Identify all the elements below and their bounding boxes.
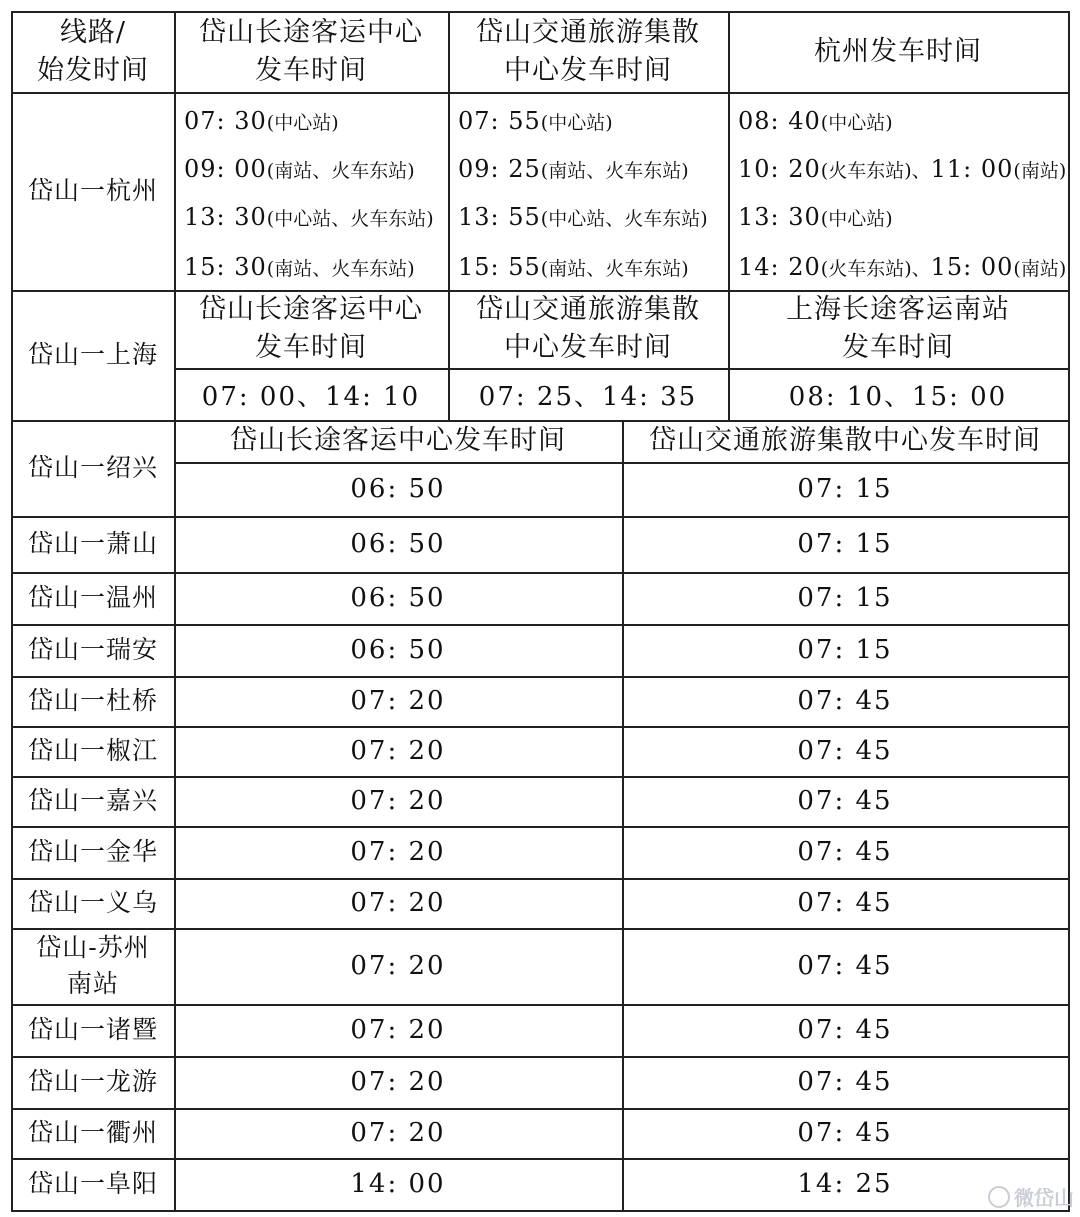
departure-time: 08: 40 [738, 107, 821, 135]
time-tourist: 07: 15 [797, 635, 893, 665]
route-name: 岱山一椒江 [27, 736, 158, 765]
time-center: 06: 50 [350, 474, 446, 504]
grid-line [12, 726, 1070, 728]
route-name: 岱山一绍兴 [27, 453, 158, 482]
other-header-center: 岱山长途客运中心发车时间 [230, 425, 566, 456]
route-name: 岱山一阜阳 [27, 1169, 158, 1198]
route-name: 岱山一义乌 [27, 888, 158, 917]
time-center: 06: 50 [350, 583, 446, 613]
header-daishan-tourist: 岱山交通旅游集散 中心发车时间 [476, 17, 700, 86]
route-name: 岱山一萧山 [27, 529, 158, 558]
grid-line [12, 92, 1070, 94]
time-center: 07: 20 [350, 1067, 446, 1097]
time-tourist: 07: 45 [797, 951, 893, 981]
departure-stations: (南站) [1013, 160, 1067, 182]
time-tourist: 07: 45 [797, 686, 893, 716]
time-tourist: 07: 15 [797, 529, 893, 559]
time-center: 06: 50 [350, 635, 446, 665]
hangzhou-time-line [184, 155, 415, 183]
hangzhou-time-line [738, 155, 1066, 183]
hangzhou-time-line [184, 203, 434, 231]
time-center: 07: 20 [350, 837, 446, 867]
hangzhou-time-line [738, 253, 1066, 281]
grid-line [11, 11, 13, 1212]
departure-time: 14: 20 [738, 253, 821, 281]
route-name: 岱山一温州 [27, 583, 158, 612]
departure-stations: (南站) [1013, 258, 1067, 280]
time-tourist: 07: 15 [797, 583, 893, 613]
grid-line [12, 1004, 1070, 1006]
route-name: 岱山一杜桥 [27, 686, 158, 715]
departure-time: 07: 30 [184, 107, 267, 135]
time-tourist: 14: 25 [797, 1169, 893, 1199]
hangzhou-time-line [458, 203, 708, 231]
departure-time: 15: 30 [184, 253, 267, 281]
departure-stations: (中心站) [266, 112, 339, 134]
time-center: 06: 50 [350, 529, 446, 559]
shanghai-header-tourist: 岱山交通旅游集散 中心发车时间 [476, 294, 700, 363]
grid-line [12, 1108, 1070, 1110]
route-name: 岱山-苏州 南站 [36, 933, 150, 998]
departure-time: 15: 00 [930, 253, 1014, 281]
departure-time: 13: 30 [184, 203, 267, 231]
grid-line [622, 420, 624, 1212]
grid-line [174, 11, 176, 1212]
departure-stations: (中心站、火车东站) [266, 208, 434, 230]
grid-line [174, 368, 1070, 370]
grid-line [12, 676, 1070, 678]
time-tourist: 07: 45 [797, 837, 893, 867]
route-name-hangzhou: 岱山一杭州 [27, 176, 158, 205]
grid-line [12, 11, 1070, 13]
time-center: 07: 20 [350, 951, 446, 981]
departure-stations: (南站、火车东站) [540, 258, 689, 280]
shanghai-header-origin: 上海长途客运南站 发车时间 [786, 294, 1010, 363]
route-name: 岱山一衢州 [27, 1118, 158, 1147]
time-center: 07: 20 [350, 736, 446, 766]
grid-line [12, 420, 1070, 422]
watermark-logo-icon [988, 1186, 1010, 1208]
hangzhou-time-line [738, 107, 893, 135]
route-name: 岱山一龙游 [27, 1067, 158, 1096]
hangzhou-time-line [458, 155, 689, 183]
shanghai-header-center: 岱山长途客运中心 发车时间 [199, 294, 423, 363]
departure-time: 11: 00 [930, 155, 1014, 183]
departure-stations: (南站、火车东站) [266, 258, 415, 280]
route-name: 岱山一金华 [27, 837, 158, 866]
grid-line [12, 290, 1070, 292]
grid-line [12, 572, 1070, 574]
time-center: 14: 00 [350, 1169, 446, 1199]
departure-time: 07: 55 [458, 107, 541, 135]
grid-line [1068, 11, 1070, 1212]
departure-time: 10: 20 [738, 155, 821, 183]
route-name: 岱山一诸暨 [27, 1015, 158, 1044]
departure-time: 09: 25 [458, 155, 541, 183]
watermark-text: 微岱山 [1014, 1186, 1074, 1210]
time-tourist: 07: 15 [797, 474, 893, 504]
grid-line [12, 826, 1070, 828]
header-hangzhou: 杭州发车时间 [814, 36, 982, 67]
time-tourist: 07: 45 [797, 1015, 893, 1045]
departure-stations: (火车东站)、 [820, 258, 931, 280]
time-center: 07: 20 [350, 786, 446, 816]
departure-time: 09: 00 [184, 155, 267, 183]
grid-line [728, 11, 730, 422]
time-tourist: 07: 45 [797, 888, 893, 918]
grid-line [12, 1210, 1070, 1212]
departure-stations: (南站、火车东站) [266, 160, 415, 182]
watermark [988, 1182, 1074, 1211]
time-center: 07: 20 [350, 888, 446, 918]
hangzhou-time-line [184, 253, 415, 281]
departure-stations: (中心站、火车东站) [540, 208, 708, 230]
grid-line [12, 878, 1070, 880]
hangzhou-time-line [738, 203, 893, 231]
header-daishan-center: 岱山长途客运中心 发车时间 [199, 17, 423, 86]
departure-stations: (中心站) [540, 112, 613, 134]
departure-time: 13: 55 [458, 203, 541, 231]
departure-time: 15: 55 [458, 253, 541, 281]
departure-stations: (火车东站)、 [820, 160, 931, 182]
grid-line [12, 516, 1070, 518]
time-tourist: 07: 45 [797, 786, 893, 816]
departure-time: 13: 30 [738, 203, 821, 231]
shanghai-time-origin: 08: 10、15: 00 [788, 381, 1008, 412]
shanghai-time-tourist: 07: 25、14: 35 [478, 381, 698, 412]
hangzhou-time-line [458, 253, 689, 281]
grid-line [12, 1158, 1070, 1160]
shanghai-time-center: 07: 00、14: 10 [201, 381, 421, 412]
header-route-col: 线路/ 始发时间 [37, 17, 149, 86]
departure-stations: (中心站) [820, 112, 893, 134]
time-tourist: 07: 45 [797, 1118, 893, 1148]
route-name: 岱山一瑞安 [27, 635, 158, 664]
time-tourist: 07: 45 [797, 736, 893, 766]
time-center: 07: 20 [350, 1118, 446, 1148]
grid-line [12, 928, 1070, 930]
grid-line [12, 1056, 1070, 1058]
other-header-tourist: 岱山交通旅游集散中心发车时间 [649, 425, 1041, 456]
grid-line [12, 776, 1070, 778]
grid-line [12, 624, 1070, 626]
time-center: 07: 20 [350, 1015, 446, 1045]
time-center: 07: 20 [350, 686, 446, 716]
time-tourist: 07: 45 [797, 1067, 893, 1097]
route-name-shanghai: 岱山一上海 [27, 340, 158, 369]
departure-stations: (中心站) [820, 208, 893, 230]
hangzhou-time-line [458, 107, 613, 135]
departure-stations: (南站、火车东站) [540, 160, 689, 182]
route-name: 岱山一嘉兴 [27, 786, 158, 815]
grid-line [448, 11, 450, 422]
hangzhou-time-line [184, 107, 339, 135]
